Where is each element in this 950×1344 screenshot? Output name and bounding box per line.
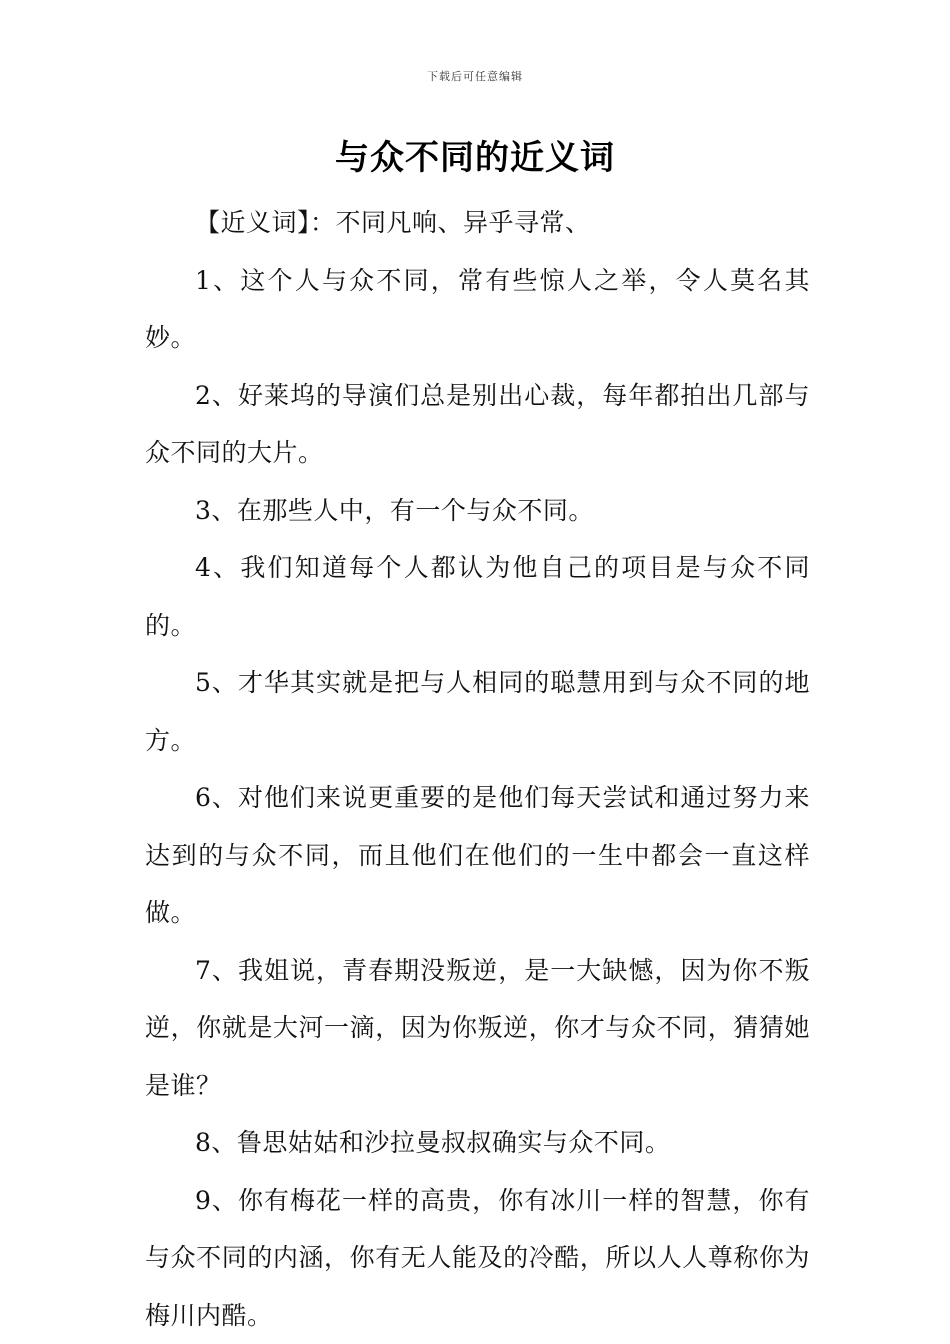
document-body (145, 194, 810, 1344)
document-title: 与众不同的近义词 (335, 138, 615, 178)
example-sentence-8: 8、鲁思姑姑和沙拉曼叔叔确实与众不同。 (195, 1128, 671, 1157)
header-note: 下载后可任意编辑 (427, 70, 523, 83)
synonyms-line: 【近义词】：不同凡响、异乎寻常、 (195, 208, 591, 237)
example-sentence-9: 9、你有梅花一样的高贵，你有冰川一样的智慧，你有与众不同的内涵，你有无人能及的冷酷，所以人人尊称你为梅川内酷。 (145, 1185, 810, 1330)
example-sentence-1: 1、这个人与众不同，常有些惊人之举，令人莫名其妙。 (145, 265, 810, 352)
example-sentence-6: 6、对他们来说更重要的是他们每天尝试和通过努力来达到的与众不同，而且他们在他们的一生中都会一直这样做。 (145, 783, 810, 927)
example-sentence-5: 5、才华其实就是把与人相同的聪慧用到与众不同的地方。 (145, 668, 810, 755)
example-sentence-3: 3、在那些人中，有一个与众不同。 (195, 495, 594, 525)
example-sentence-2: 2、好莱坞的导演们总是别出心裁，每年都拍出几部与众不同的大片。 (145, 380, 810, 467)
example-sentence-7: 7、我姐说，青春期没叛逆，是一大缺憾，因为你不叛逆，你就是大河一滴，因为你叛逆，你才与众不同，猜猜她是谁？ (145, 955, 810, 1100)
example-sentence-4: 4、我们知道每个人都认为他自己的项目是与众不同的。 (145, 553, 810, 640)
